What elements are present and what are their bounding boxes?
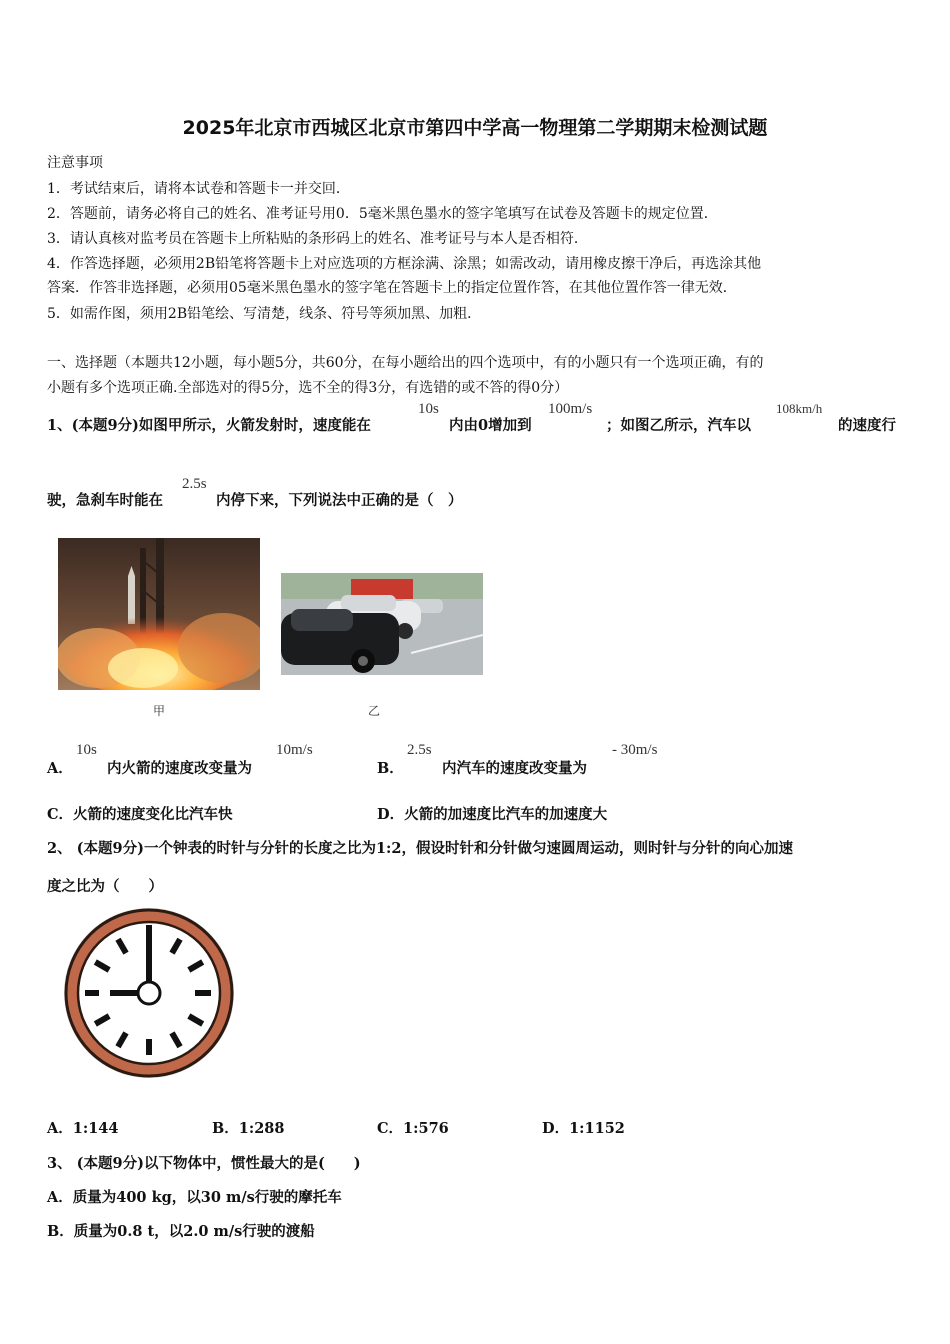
section-line: 一、选择题（本题共12小题，每小题5分，共60分，在每小题给出的四个选项中，有的小题只有一个选项正确，有的 (47, 355, 764, 371)
q2-text: 2、 (本题9分)一个钟表的时针与分针的长度之比为1:2，假设时针和分针做匀速圆周运动，则时针与分针的向心加速 (47, 840, 793, 857)
q1-value: 100m/s (548, 401, 593, 417)
q1-value: 10s (418, 401, 439, 417)
notice-item: 2．答题前，请务必将自己的姓名、准考证号用0．5毫米黑色墨水的签字笔填写在试卷及答题卡的规定位置． (47, 206, 718, 222)
notice-item: 答案．作答非选择题，必须用05毫米黑色墨水的签字笔在答题卡上的指定位置作答，在其他位置作答一律无效． (47, 280, 737, 296)
q2-option-d: D．1:1152 (542, 1120, 625, 1137)
q3-option-b: B．质量为0.8 t，以2.0 m/s行驶的渡船 (47, 1223, 315, 1240)
figure-caption-a: 甲 (153, 704, 166, 718)
clock-image (60, 905, 240, 1080)
q1-option-c: C．火箭的速度变化比汽车快 (47, 806, 233, 823)
q1-option-a-label: A． (47, 760, 73, 777)
notice-item: 3．请认真核对监考员在答题卡上所粘贴的条形码上的姓名、准考证号与本人是否相符． (47, 231, 588, 247)
q1-option-a-value: 10s (76, 742, 97, 758)
q1-option-b-text: 内汽车的速度改变量为 (442, 760, 587, 777)
notice-heading: 注意事项 (47, 155, 103, 171)
q1-value: 108km/h (776, 401, 823, 416)
q1-option-a-value: 10m/s (276, 742, 313, 758)
rocket-launch-image (58, 538, 260, 690)
q1-text: 内由0增加到 (449, 417, 532, 434)
q1-text: 驶，急刹车时能在 (47, 492, 163, 509)
q2-text: 度之比为（ ） (47, 878, 163, 895)
q2-option-b: B．1:288 (212, 1120, 285, 1137)
notice-item: 1．考试结束后，请将本试卷和答题卡一并交回． (47, 181, 350, 197)
q1-value: 2.5s (182, 476, 207, 492)
notice-item: 4．作答选择题，必须用2B铅笔将答题卡上对应选项的方框涂满、涂黑；如需改动，请用橡皮擦干净后，再选涂其他 (47, 256, 762, 272)
q1-text: 内停下来，下列说法中正确的是（ ） (216, 492, 463, 509)
clock-tick (85, 990, 99, 996)
section-line: 小题有多个选项正确.全部选对的得5分，选不全的得3分，有选错的或不答的得0分） (47, 380, 569, 396)
figure-caption-b: 乙 (368, 704, 381, 718)
clock-tick (195, 990, 211, 996)
q1-option-b-label: B． (377, 760, 404, 777)
q1-text: 1、(本题9分)如图甲所示，火箭发射时，速度能在 (47, 417, 371, 434)
q1-text: 的速度行 (838, 417, 896, 434)
q1-option-a-text: 内火箭的速度改变量为 (107, 760, 252, 777)
q3-text: 3、 (本题9分)以下物体中，惯性最大的是( ) (47, 1155, 361, 1172)
q2-option-c: C．1:576 (377, 1120, 449, 1137)
page-title: 2025年北京市西城区北京市第四中学高一物理第二学期期末检测试题 (182, 117, 768, 139)
q1-option-d: D．火箭的加速度比汽车的加速度大 (377, 806, 608, 823)
clock-tick (146, 1039, 152, 1055)
car-braking-image (281, 573, 483, 675)
q1-option-b-value: - 30m/s (612, 742, 658, 758)
q2-option-a: A．1:144 (47, 1120, 119, 1137)
q1-text: ；如图乙所示，汽车以 (606, 417, 751, 434)
q3-option-a: A．质量为400 kg，以30 m/s行驶的摩托车 (47, 1189, 342, 1206)
q1-option-b-value: 2.5s (407, 742, 432, 758)
notice-item: 5．如需作图，须用2B铅笔绘、写清楚，线条、符号等须加黑、加粗． (47, 306, 482, 322)
